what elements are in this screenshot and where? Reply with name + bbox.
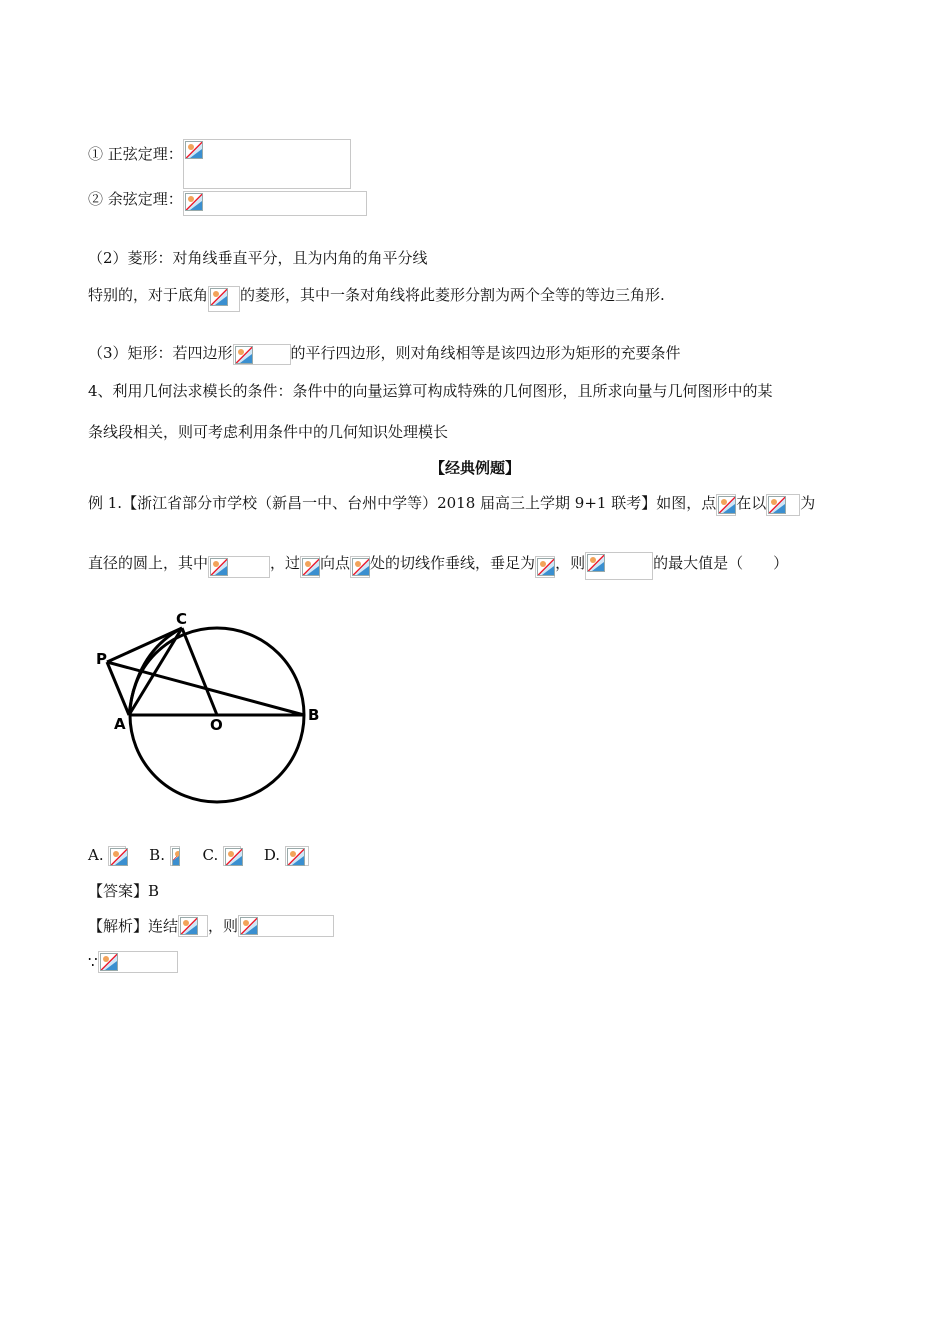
formula-image [108, 846, 126, 866]
because-symbol: ∵ [88, 953, 98, 971]
formula-image [233, 344, 291, 365]
broken-image-icon [185, 193, 203, 211]
because-line [88, 951, 178, 973]
example1-line-1 [88, 492, 815, 516]
analysis-line [88, 915, 334, 937]
rectangle-line [88, 342, 681, 365]
formula-image [535, 556, 555, 578]
broken-image-icon [240, 917, 258, 935]
broken-image-icon [210, 558, 228, 576]
formula-image [300, 556, 320, 578]
rectangle-text-b: 的平行四边形，则对角线相等是该四边形为矩形的充要条件 [290, 344, 681, 362]
broken-image-icon [587, 554, 605, 572]
label-a: A [114, 715, 126, 733]
example1-text: ，则 [555, 554, 586, 572]
broken-image-icon [110, 848, 128, 866]
option-b[interactable]: B. [149, 846, 180, 864]
option-d[interactable]: D. [264, 846, 309, 864]
broken-image-icon [225, 848, 243, 866]
example1-line-2 [88, 552, 788, 580]
example1-text: 向点 [320, 554, 351, 572]
broken-image-icon [718, 496, 736, 514]
broken-image-icon [235, 346, 253, 364]
broken-image-icon [185, 141, 203, 159]
formula-image [223, 846, 241, 866]
analysis-text: ，则 [208, 917, 239, 935]
sine-law-label: ① 正弦定理： [88, 145, 183, 163]
rhombus-text-b: 的菱形，其中一条对角线将此菱形分割为两个全等的等边三角形. [240, 286, 665, 304]
example1-text: 处的切线作垂线，垂足为 [370, 554, 536, 572]
example1-text: 直径的圆上，其中 [88, 554, 209, 572]
option-a[interactable]: A. [88, 846, 126, 864]
point4-line-2: 条线段相关，则可考虑利用条件中的几何知识处理模长 [88, 423, 449, 441]
formula-image [170, 846, 180, 866]
sine-law-line [88, 139, 351, 189]
label-b: B [308, 706, 320, 724]
segment-pa [107, 662, 129, 715]
rectangle-text-a: （3）矩形：若四边形 [88, 344, 233, 362]
broken-image-icon [537, 558, 555, 576]
option-c[interactable]: C. [203, 846, 242, 864]
formula-image [238, 915, 334, 937]
example1-text: ，过 [270, 554, 301, 572]
formula-image [208, 556, 270, 578]
broken-image-icon [100, 953, 118, 971]
example1-text: 例 1.【浙江省部分市学校（新昌一中、台州中学等）2018 届高三上学期 9+1 联考】如图，点 [88, 494, 717, 512]
broken-image-icon [768, 496, 786, 514]
section-title: 【经典例题】 [429, 459, 520, 477]
formula-image [716, 494, 736, 516]
formula-image [98, 951, 178, 973]
formula-image [183, 191, 367, 216]
segment-co [182, 628, 217, 715]
cosine-law-label: ② 余弦定理： [88, 190, 183, 208]
analysis-text: 【解析】连结 [88, 917, 179, 935]
broken-image-icon [180, 917, 198, 935]
example1-text: 为 [800, 494, 816, 512]
segment-pb [107, 662, 304, 715]
broken-image-icon [352, 558, 370, 576]
options-line [88, 844, 327, 866]
broken-image-icon [210, 288, 228, 306]
rhombus-text-a: 特别的，对于底角 [88, 286, 209, 304]
broken-image-icon [302, 558, 320, 576]
formula-image [585, 552, 653, 580]
example1-text: 的最大值是（ ） [653, 554, 789, 572]
example1-text: 在以 [736, 494, 767, 512]
circle-figure [92, 600, 332, 820]
formula-image [178, 915, 208, 937]
broken-image-icon [287, 848, 305, 866]
rhombus-line-1: （2）菱形：对角线垂直平分，且为内角的角平分线 [88, 249, 428, 267]
formula-image [350, 556, 370, 578]
formula-image [766, 494, 800, 516]
formula-image [285, 846, 309, 866]
label-c: C [176, 610, 188, 628]
point4-line-1: 4、利用几何法求模长的条件：条件中的向量运算可构成特殊的几何图形，且所求向量与几何图形中的某 [88, 382, 773, 400]
label-p: P [96, 650, 107, 668]
formula-image [208, 286, 240, 312]
broken-image-icon [172, 848, 180, 866]
label-o: O [210, 716, 223, 734]
answer: 【答案】B [88, 882, 160, 900]
formula-image [183, 139, 351, 189]
cosine-law-line [88, 188, 367, 216]
rhombus-line-2 [88, 284, 665, 312]
